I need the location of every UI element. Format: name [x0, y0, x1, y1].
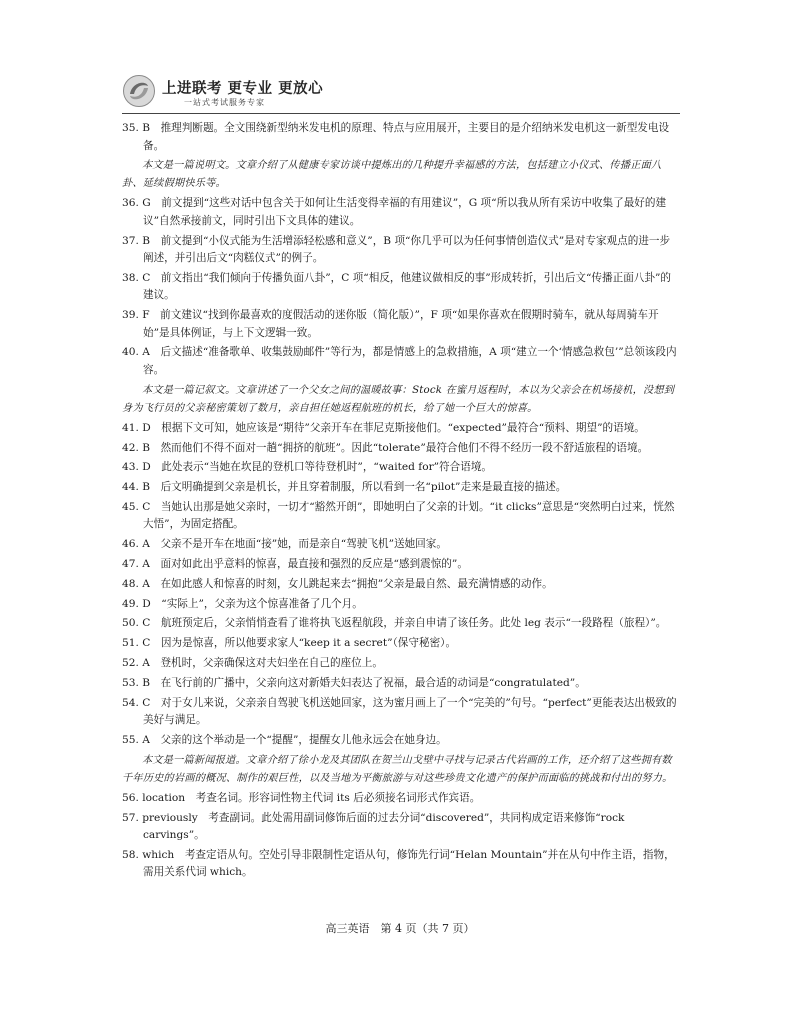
- header-divider: [122, 113, 680, 114]
- brand-subtitle: 一站式考试服务专家: [184, 98, 265, 107]
- answer-explanation: 39. F 前文建议“找到你最喜欢的度假活动的迷你版（简化版）”，F 项“如果你喜欢在假期时骑车，就从每周骑车开始”是具体例证，与上下文逻辑一致。: [122, 309, 659, 339]
- answer-explanation: 45. C 当她认出那是她父亲时，一切才“豁然开朗”，即她明白了父亲的计划。“it clicks”意思是“突然明白过来，恍然大悟”，为固定搭配。: [122, 500, 675, 531]
- passage-summary: 本文是一篇说明文。文章介绍了从健康专家访谈中提炼出的几种提升幸福感的方法，包括建立小仪式、传播正面八卦、延续假期快乐等。: [122, 160, 662, 190]
- answer-explanation: 51. C 因为是惊喜，所以他要求家人“keep it a secret”（保守秘密）。: [122, 637, 457, 650]
- answer-explanation: 46. A 父亲不是开车在地面“接”她，而是亲自“驾驶飞机”送她回家。: [122, 538, 447, 551]
- answer-explanation: 57. previously 考查副词。此处需用副词修饰后面的过去分词“discovered”，共同构成定语来修饰“rock carvings”。: [122, 811, 625, 842]
- answer-explanation: 40. A 后文描述“准备歌单、收集鼓励邮件”等行为，都是情感上的急救措施，A 项“建立一个‘情感急救包’”总领该段内容。: [122, 346, 677, 376]
- answer-explanation: 49. D “实际上”，父亲为这个惊喜准备了几个月。: [122, 597, 363, 610]
- answer-explanation: 58. which 考查定语从句。空处引导非限制性定语从句，修饰先行词“Helan Mountain”并在从句中作主语，指物，需用关系代词 which。: [122, 848, 675, 879]
- answer-explanation: 52. A 登机时，父亲确保这对夫妇坐在自己的座位上。: [122, 657, 383, 670]
- answer-explanation: 56. location 考查名词。形容词性物主代词 its 后必须接名词形式作宾语。: [122, 791, 481, 804]
- answer-explanation: 42. B 然而他们不得不面对一趟“拥挤的航班”。因此“tolerate”最符合他们不得不经历一段不舒适旅程的语境。: [122, 441, 649, 454]
- page-footer: 高三英语 第 4 页（共 7 页）: [325, 922, 475, 935]
- answer-explanation: 36. G 前文提到“这些对话中包含关于如何让生活变得幸福的有用建议”，G 项“所以我从所有采访中收集了最好的建议”自然承接前文，同时引出下文具体的建议。: [122, 197, 667, 227]
- answer-explanation: 43. D 此处表示“当她在坎昆的登机口等待登机时”，“waited for”符合语境。: [122, 461, 493, 474]
- answer-explanation: 38. C 前文指出“我们倾向于传播负面八卦”，C 项“相反，他建议做相反的事”形成转折，引出后文“传播正面八卦”的建议。: [122, 271, 672, 302]
- answer-content: [122, 120, 680, 884]
- answer-explanation: 50. C 航班预定后，父亲悄悄查看了谁将执飞返程航段，并亲自申请了该任务。此处 leg 表示“一段路程（旅程）”。: [122, 617, 667, 630]
- header-brand: [122, 74, 322, 114]
- passage-summary: 本文是一篇新闻报道。文章介绍了徐小龙及其团队在贺兰山戈壁中寻找与记录古代岩画的工作，还介绍了这些拥有数千年历史的岩画的概况、制作的艰巨性，以及当地为平衡旅游与对这些珍贵文化遗产的保护而面临的挑战和付出的努力。: [122, 754, 673, 784]
- brand-logo-icon: [122, 74, 156, 108]
- answer-explanation: 54. C 对于女儿来说，父亲亲自驾驶飞机送她回家，这为蜜月画上了一个“完美的”句号。“perfect”更能表达出极致的美好与满足。: [122, 696, 677, 727]
- passage-summary: 本文是一篇记叙文。文章讲述了一个父女之间的温暖故事：Stock 在蜜月返程时，本以为父亲会在机场接机，没想到身为飞行员的父亲秘密策划了数月，亲自担任她返程航班的机长，给了她一个巨大的惊喜。: [122, 384, 675, 414]
- answer-explanation: 41. D 根据下文可知，她应该是“期待”父亲开车在菲尼克斯接他们。“expected”最符合“预料、期望”的语境。: [122, 421, 645, 434]
- answer-explanation: 44. B 后文明确提到父亲是机长，并且穿着制服，所以看到一名“pilot”走来是最直接的描述。: [122, 481, 567, 494]
- brand-title: 上进联考 更专业 更放心: [162, 81, 324, 97]
- answer-explanation: 53. B 在飞行前的广播中，父亲向这对新婚夫妇表达了祝福，最合适的动词是“congratulated”。: [122, 676, 586, 689]
- answer-explanation: 55. A 父亲的这个举动是一个“提醒”，提醒女儿他永远会在她身边。: [122, 733, 447, 746]
- answer-explanation: 47. A 面对如此出乎意料的惊喜，最直接和强烈的反应是“感到震惊的”。: [122, 558, 468, 571]
- answer-explanation: 35. B 推理判断题。全文围绕新型纳米发电机的原理、特点与应用展开，主要目的是介绍纳米发电机这一新型发电设备。: [122, 122, 670, 152]
- answer-explanation: 37. B 前文提到“小仪式能为生活增添轻松感和意义”，B 项“你几乎可以为任何事情创造仪式”是对专家观点的进一步阐述，并引出后文“肉糕仪式”的例子。: [122, 234, 671, 265]
- answer-explanation: 48. A 在如此感人和惊喜的时刻，女儿跳起来去“拥抱”父亲是最自然、最充满情感的动作。: [122, 577, 553, 590]
